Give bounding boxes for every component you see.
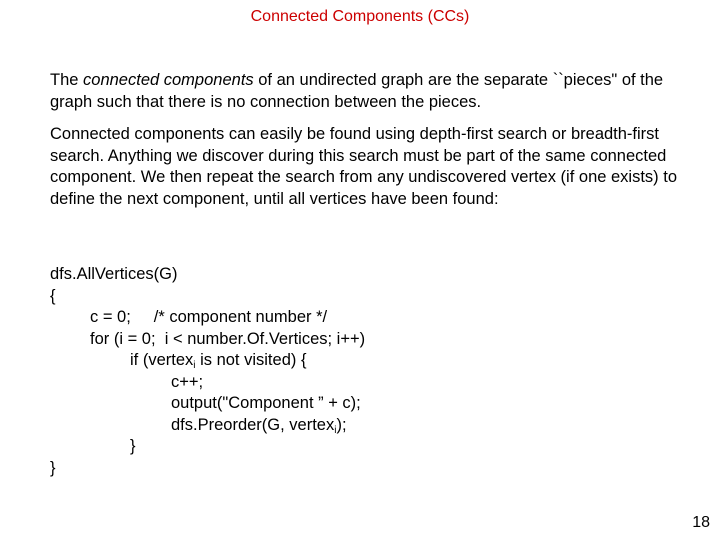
code-if-text-end: is not visited) { <box>195 351 307 369</box>
code-if-text: if (vertex <box>130 351 194 369</box>
code-subscript-i: i <box>193 360 196 371</box>
code-dfs-text: dfs.Preorder(G, vertex <box>171 415 335 434</box>
code-line-dfs-preorder <box>50 415 690 437</box>
definition-text-start: The <box>50 71 84 89</box>
code-line-function-signature: dfs.AllVertices(G) <box>50 265 178 283</box>
page-number: 18 <box>692 514 710 531</box>
code-line-output: output("Component ” + c); <box>171 394 361 412</box>
connected-components-term: connected components <box>83 71 254 89</box>
definition-paragraph <box>50 70 690 113</box>
code-line-open-brace: { <box>50 286 56 305</box>
method-paragraph: Connected components can easily be found using depth-first search or breadth-first search. Anything we discover during this search must be part of the same connected component. We then repeat the search from any undiscovered vertex (if one exists) to define the next component, until all vertices have been found: <box>50 125 678 208</box>
pseudocode-block <box>50 264 690 479</box>
slide-title: Connected Components (CCs) <box>250 8 470 25</box>
code-line-init-counter: c = 0; /* component number */ <box>90 308 328 326</box>
code-dfs-text-end: ); <box>336 415 347 434</box>
code-line-increment: c++; <box>171 372 204 391</box>
code-subscript-i: i <box>334 424 337 436</box>
code-line-close-if-brace: } <box>130 437 136 455</box>
definition-text-end: of an undirected graph are the separate ``pieces" of the graph such that there is no connection between the pieces. <box>50 71 664 111</box>
code-line-for-loop: for (i = 0; i < number.Of.Vertices; i++) <box>90 329 366 348</box>
code-line-close-brace: } <box>50 458 56 477</box>
code-line-if-not-visited <box>50 350 690 372</box>
